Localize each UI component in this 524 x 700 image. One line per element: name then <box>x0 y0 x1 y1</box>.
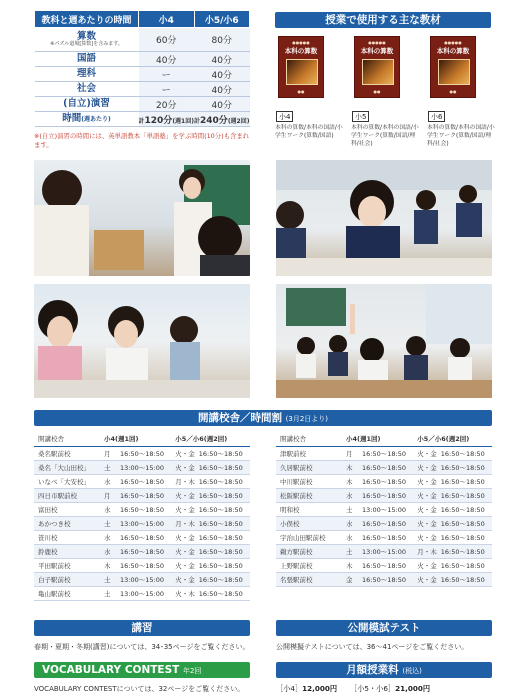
grade56-time: 16:50〜18:50 <box>437 460 492 474</box>
fee-grade56-amount: 21,000円 <box>395 684 431 693</box>
cover-title: 本科の算数 <box>284 47 318 55</box>
col-grade56: 小5／小6 <box>175 435 204 444</box>
classroom-photo-writing <box>276 160 492 276</box>
subject-note: ※パズル道場[算数]を含みます。 <box>50 40 123 47</box>
grade4-time: 16:50〜18:50 <box>358 530 413 544</box>
col-school: 開講校舎 <box>276 432 342 446</box>
school-name: いなべ「大安校」 <box>34 474 100 488</box>
textbooks-heading: 授業で使用する主な教材 <box>275 12 491 28</box>
textbook-label-grade4: 小4 <box>276 111 293 122</box>
school-name: 白子駅前校 <box>34 572 100 586</box>
table-row <box>34 502 250 516</box>
vocab-heading <box>34 662 250 678</box>
table-row <box>276 544 492 558</box>
grade4-value: 40分 <box>139 52 195 67</box>
col-grade4: 小4 <box>104 435 116 444</box>
textbook-desc-grade4: 本科の算数/本科の国語/小学生ワーク(算数/国語) <box>275 125 343 139</box>
table-row <box>276 460 492 474</box>
grade4-time: 16:50〜18:50 <box>358 488 413 502</box>
textbook-label-grade6: 小6 <box>428 111 445 122</box>
weekly-hours-table <box>34 10 250 127</box>
table-row <box>276 530 492 544</box>
grade56-value: 80分 <box>194 28 250 52</box>
textbook-cover-grade5 <box>354 36 400 98</box>
vocab-title: VOCABULARY CONTEST <box>42 664 180 676</box>
table-row <box>35 28 250 52</box>
col-grade4: 小4 <box>346 435 358 444</box>
cover-illustration <box>286 59 318 85</box>
school-name: 中川駅前校 <box>276 474 342 488</box>
grade56-time: 16:50〜18:50 <box>195 530 250 544</box>
school-name: 小俣校 <box>276 516 342 530</box>
grade56-value: 40分 <box>194 52 250 67</box>
schedule-table-right <box>276 432 492 587</box>
publisher-mark: ●● <box>297 89 305 94</box>
school-name: 亀山駅前校 <box>34 586 100 600</box>
grade56-time: 16:50〜18:50 <box>437 544 492 558</box>
grade4-day: 土 <box>100 516 116 530</box>
time-table-note: ※(自立)演習の時間には、英単語教本「単語塾」を学ぶ時間(10分)も含まれます。 <box>34 132 250 149</box>
mock-test-text: 公開模擬テストについては、36〜41ページをご覧ください。 <box>276 643 469 651</box>
grade56-time: 16:50〜18:50 <box>195 572 250 586</box>
fee-grade4-amount: 12,000円 <box>302 684 338 693</box>
grade56-day: 火・金 <box>413 446 437 460</box>
grade4-day: 月 <box>100 488 116 502</box>
grade4-day: 水 <box>342 516 358 530</box>
grade4-day: 土 <box>342 544 358 558</box>
grade56-time: 16:50〜18:50 <box>195 502 250 516</box>
fees-heading <box>276 662 492 678</box>
textbook-label-grade5: 小5 <box>352 111 369 122</box>
cover-sub: ●●●●● <box>444 40 462 45</box>
grade56-day: 火・金 <box>413 488 437 502</box>
schedule-title: 開講校舎／時間割 <box>197 412 282 424</box>
grade4-day: 土 <box>100 460 116 474</box>
header-grade4: 小4 <box>139 11 195 28</box>
grade4-time: 16:50〜18:50 <box>116 446 171 460</box>
schedule-table-left <box>34 432 250 601</box>
grade56-day: 火・金 <box>413 572 437 586</box>
table-row <box>276 516 492 530</box>
grade4-time: 16:50〜18:50 <box>116 544 171 558</box>
grade4-time: 16:50〜18:50 <box>116 488 171 502</box>
grade4-time: 13:00〜15:00 <box>116 516 171 530</box>
grade4-day: 金 <box>342 572 358 586</box>
subject-name: 国語 <box>35 52 139 67</box>
grade56-time: 16:50〜18:50 <box>195 460 250 474</box>
grade4-day: 月 <box>100 446 116 460</box>
grade56-time: 16:50〜18:50 <box>195 558 250 572</box>
table-row <box>34 544 250 558</box>
textbook-desc-grade6: 本科の算数/本科の国語/小学生ワーク(算数/国語/理科/社会) <box>427 125 495 147</box>
col-grade4-note: (週1回) <box>357 435 381 444</box>
col-grade4-note: (週1回) <box>115 435 139 444</box>
grade4-day: 水 <box>100 474 116 488</box>
grade4-day: 土 <box>100 572 116 586</box>
table-row <box>34 488 250 502</box>
mock-test-heading: 公開模試テスト <box>276 620 492 636</box>
total-prefix: 計 <box>138 117 145 125</box>
grade56-time: 16:50〜18:50 <box>195 446 250 460</box>
grade56-day: 火・金 <box>413 460 437 474</box>
table-row <box>34 460 250 474</box>
table-row <box>34 516 250 530</box>
school-name: 津駅前校 <box>276 446 342 460</box>
col-grade56: 小5／小6 <box>417 435 446 444</box>
grade4-value: 20分 <box>139 97 195 112</box>
table-row <box>276 474 492 488</box>
table-row <box>35 82 250 97</box>
school-name: 名張駅前校 <box>276 572 342 586</box>
grade4-time: 13:00〜15:00 <box>116 572 171 586</box>
fees-title: 月額授業料 <box>346 664 399 676</box>
school-name: 四日市駅前校 <box>34 488 100 502</box>
fees-title-note: (税込) <box>402 667 422 675</box>
grade56-time: 16:50〜18:50 <box>437 558 492 572</box>
grade4-time: 16:50〜18:50 <box>358 446 413 460</box>
grade56-time: 16:50〜18:50 <box>195 516 250 530</box>
school-name: 平田駅前校 <box>34 558 100 572</box>
grade4-time: 16:50〜18:50 <box>358 460 413 474</box>
col-grade56-note: (週2回) <box>445 435 470 444</box>
grade4-time: 16:50〜18:50 <box>358 474 413 488</box>
grade4-time: 16:50〜18:50 <box>358 516 413 530</box>
total-grade56: 240分 <box>200 115 228 126</box>
table-row <box>276 446 492 460</box>
grade4-time: 16:50〜18:50 <box>116 530 171 544</box>
total-grade4: 120分 <box>144 115 173 126</box>
grade4-day: 木 <box>342 460 358 474</box>
classroom-photo-students-illustration <box>34 284 250 398</box>
grade56-day: 火・金 <box>171 502 195 516</box>
grade4-value: 60分 <box>139 28 195 52</box>
cover-title: 本科の算数 <box>436 47 470 55</box>
school-name: 上野駅前校 <box>276 558 342 572</box>
grade56-day: 火・金 <box>171 530 195 544</box>
grade56-day: 火・木 <box>171 586 195 600</box>
grade4-value: ー <box>139 82 195 97</box>
subject-name: 算数 <box>76 30 96 42</box>
grade56-value: 40分 <box>194 82 250 97</box>
col-grade56-note: (週2回) <box>203 435 228 444</box>
grade56-time: 16:50〜18:50 <box>195 488 250 502</box>
grade4-value: ー <box>139 67 195 82</box>
grade56-time: 16:50〜18:50 <box>437 530 492 544</box>
publisher-mark: ●● <box>373 89 381 94</box>
grade56-day: 火・金 <box>413 474 437 488</box>
grade56-time: 16:50〜18:50 <box>195 586 250 600</box>
grade56-time: 16:50〜18:50 <box>437 502 492 516</box>
grade4-time: 13:00〜15:00 <box>358 502 413 516</box>
grade56-value: 40分 <box>194 67 250 82</box>
classroom-photo-raised-hands-illustration <box>276 284 492 398</box>
grade56-time: 16:50〜18:50 <box>437 516 492 530</box>
total-grade4-note: (週1回) <box>172 117 194 125</box>
grade4-day: 土 <box>100 586 116 600</box>
table-row <box>34 558 250 572</box>
grade4-day: 水 <box>100 502 116 516</box>
table-row <box>276 488 492 502</box>
textbook-cover-grade4 <box>278 36 324 98</box>
textbook-desc-grade5: 本科の算数/本科の国語/小学生ワーク(算数/国語/理科/社会) <box>351 125 419 147</box>
publisher-mark: ●● <box>449 89 457 94</box>
grade56-day: 月・木 <box>171 474 195 488</box>
classroom-photo-raised-hands <box>276 284 492 398</box>
total-label-note: (週あたり) <box>81 115 111 123</box>
grade56-time: 16:50〜18:50 <box>437 572 492 586</box>
school-name: 笹川校 <box>34 530 100 544</box>
table-row <box>35 67 250 82</box>
schedule-title-note: (3月2日より) <box>285 415 329 423</box>
fee-grade56 <box>350 684 430 694</box>
grade56-day: 火・金 <box>413 530 437 544</box>
classroom-photo-teacher-illustration <box>34 160 250 276</box>
lectures-heading: 講習 <box>34 620 250 636</box>
grade4-time: 16:50〜18:50 <box>116 502 171 516</box>
subject-name: 社会 <box>35 82 139 97</box>
grade56-day: 火・金 <box>413 558 437 572</box>
table-row <box>34 530 250 544</box>
table-row <box>34 572 250 586</box>
grade56-time: 16:50〜18:50 <box>195 544 250 558</box>
grade56-day: 火・金 <box>171 488 195 502</box>
cover-sub: ●●●●● <box>368 40 386 45</box>
vocab-text: VOCABULARY CONTESTについては、32ページをご覧ください。 <box>34 685 245 693</box>
grade56-time: 16:50〜18:50 <box>195 474 250 488</box>
grade56-day: 火・金 <box>171 446 195 460</box>
school-name: 松阪駅前校 <box>276 488 342 502</box>
fee-grade4-label: ［小4］ <box>276 684 303 693</box>
grade4-time: 16:50〜18:50 <box>358 572 413 586</box>
school-name: 鵜方駅前校 <box>276 544 342 558</box>
table-row <box>34 446 250 460</box>
grade56-day: 火・金 <box>413 516 437 530</box>
grade56-day: 月・木 <box>413 544 437 558</box>
grade56-time: 16:50〜18:50 <box>437 488 492 502</box>
grade56-time: 16:50〜18:50 <box>437 446 492 460</box>
total-label: 時間 <box>62 112 82 124</box>
table-row <box>276 572 492 586</box>
grade4-time: 16:50〜18:50 <box>116 474 171 488</box>
grade56-day: 火・金 <box>413 502 437 516</box>
grade4-time: 13:00〜15:00 <box>116 586 171 600</box>
grade4-day: 水 <box>342 530 358 544</box>
school-name: 宇治山田駅前校 <box>276 530 342 544</box>
header-subject: 教科と週あたりの時間 <box>35 11 139 28</box>
grade56-day: 火・金 <box>171 572 195 586</box>
grade4-time: 16:50〜18:50 <box>358 558 413 572</box>
schedule-heading <box>34 410 492 426</box>
cover-sub: ●●●●● <box>292 40 310 45</box>
classroom-photo-writing-illustration <box>276 160 492 276</box>
total-grade56-note: (週2回) <box>227 117 250 125</box>
table-row <box>276 558 492 572</box>
school-name: 鈴鹿校 <box>34 544 100 558</box>
subject-name: (自立)演習 <box>35 97 139 112</box>
grade4-time: 13:00〜15:00 <box>358 544 413 558</box>
grade4-day: 水 <box>100 544 116 558</box>
subject-name: 理科 <box>35 67 139 82</box>
grade4-day: 木 <box>100 558 116 572</box>
cover-illustration <box>362 59 394 85</box>
table-row <box>34 474 250 488</box>
school-name: 桑名駅前校 <box>34 446 100 460</box>
total-row <box>35 112 250 127</box>
grade4-day: 木 <box>342 558 358 572</box>
table-row <box>276 502 492 516</box>
grade4-day: 月 <box>342 446 358 460</box>
grade4-time: 16:50〜18:50 <box>116 558 171 572</box>
grade56-day: 火・金 <box>171 460 195 474</box>
school-name: 明和校 <box>276 502 342 516</box>
col-school: 開講校舎 <box>34 432 100 446</box>
fee-grade4 <box>276 684 337 694</box>
grade4-day: 水 <box>342 488 358 502</box>
grade4-day: 木 <box>342 474 358 488</box>
grade56-day: 火・金 <box>171 558 195 572</box>
table-row <box>35 97 250 112</box>
total-prefix: 計 <box>194 117 201 125</box>
classroom-photo-students <box>34 284 250 398</box>
grade4-day: 土 <box>342 502 358 516</box>
school-name: あかつき校 <box>34 516 100 530</box>
grade56-time: 16:50〜18:50 <box>437 474 492 488</box>
textbook-cover-grade6 <box>430 36 476 98</box>
grade56-day: 月・木 <box>171 516 195 530</box>
lectures-text: 春期・夏期・冬期(講習)については、34･35ページをご覧ください。 <box>34 643 250 651</box>
table-row <box>34 586 250 600</box>
grade4-day: 水 <box>100 530 116 544</box>
cover-title: 本科の算数 <box>360 47 394 55</box>
header-grade56: 小5/小6 <box>194 11 250 28</box>
grade4-time: 13:00〜15:00 <box>116 460 171 474</box>
classroom-photo-teacher <box>34 160 250 276</box>
school-name: 久居駅前校 <box>276 460 342 474</box>
grade56-day: 火・金 <box>171 544 195 558</box>
grade56-value: 40分 <box>194 97 250 112</box>
table-row <box>35 52 250 67</box>
school-name: 富田校 <box>34 502 100 516</box>
cover-illustration <box>438 59 470 85</box>
school-name: 桑名「大山田校」 <box>34 460 100 474</box>
fee-grade56-label: ［小5・小6］ <box>350 684 396 693</box>
vocab-title-note: 年2回 <box>182 667 202 675</box>
